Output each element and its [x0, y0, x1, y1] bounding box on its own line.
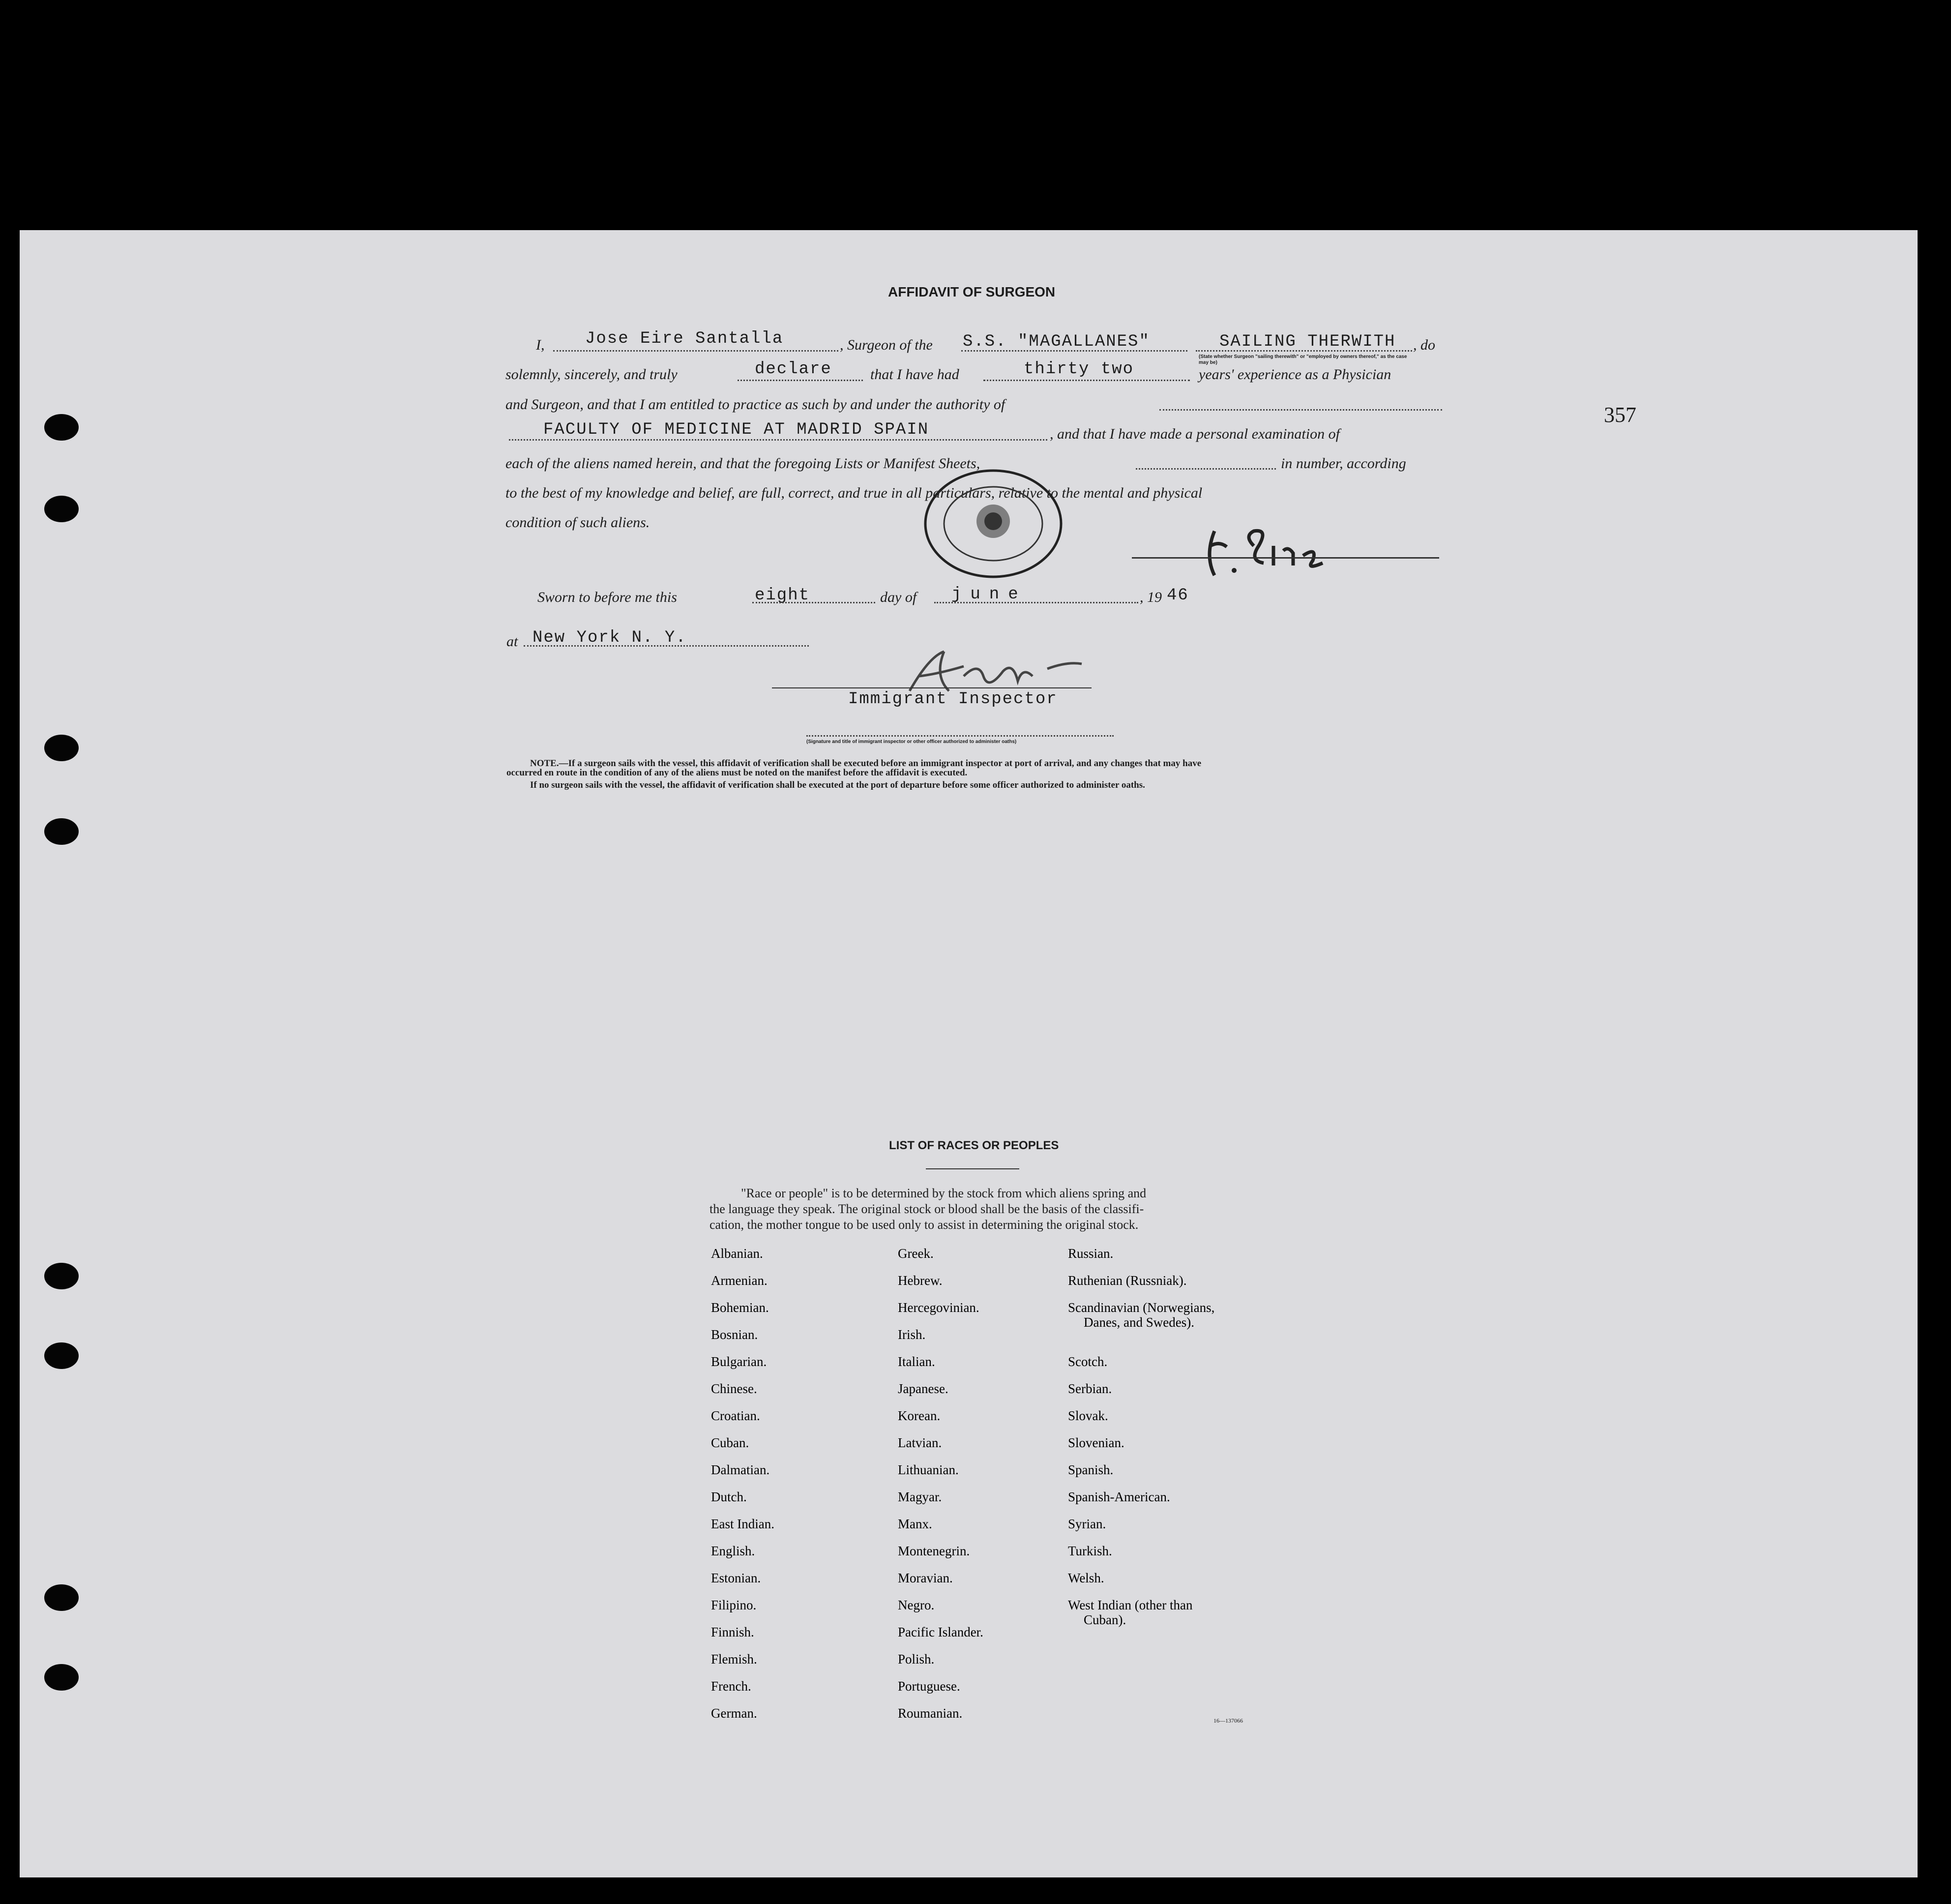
race-item: Montenegrin.: [898, 1544, 970, 1558]
races-intro: "Race or people" is to be determined by the stock from which aliens spring and: [741, 1186, 1147, 1200]
years-experience: thirty two: [1024, 360, 1134, 379]
race-item: Moravian.: [898, 1571, 953, 1585]
surgeon-name: Jose Eire Santalla: [585, 329, 784, 348]
status-note: (State whether Surgeon "sailing therewith" or "employed by owners thereof," as the case may be): [1199, 354, 1407, 365]
title-underline: [926, 1168, 1019, 1169]
races-intro: the language they speak. The original stock or blood shall be the basis of the classifi-: [709, 1202, 1144, 1216]
punch-hole: [44, 1584, 79, 1611]
punch-hole: [44, 1263, 79, 1289]
fill-line: [752, 602, 875, 603]
race-item: Turkish.: [1068, 1544, 1112, 1558]
race-item: Welsh.: [1068, 1571, 1104, 1585]
surgeon-signature: [1200, 516, 1357, 590]
surgeon-status: SAILING THERWITH: [1219, 332, 1396, 351]
affidavit-text: to the best of my knowledge and belief, are full, correct, and true in all particulars, relative to the mental and physical: [505, 485, 1203, 501]
sworn-text: , 19: [1140, 589, 1162, 605]
signature-caption: (Signature and title of immigrant inspector or other officer authorized to administer oaths): [806, 739, 1017, 744]
fill-line: [934, 602, 1138, 603]
sworn-text: day of: [880, 589, 917, 605]
note-text: occurred en route in the condition of any of the aliens must be noted on the manifest before the affidavit is executed.: [506, 768, 968, 778]
race-item: Korean.: [898, 1408, 941, 1423]
race-item: Serbian.: [1068, 1381, 1112, 1396]
race-item: Slovak.: [1068, 1408, 1108, 1423]
fill-line: [1196, 350, 1412, 352]
race-item: Slovenian.: [1068, 1435, 1124, 1450]
race-item: Polish.: [898, 1652, 935, 1666]
sworn-text: at: [506, 633, 518, 650]
race-item: Scandinavian (Norwegians,: [1068, 1300, 1215, 1315]
company-stamp: [919, 467, 1067, 580]
page-number: 357: [1604, 403, 1636, 427]
fill-line: [738, 380, 863, 381]
form-number: 16—137066: [1213, 1717, 1243, 1724]
race-item: Flemish.: [711, 1652, 757, 1666]
inspector-title: Immigrant Inspector: [848, 690, 1058, 709]
race-item: Spanish-American.: [1068, 1489, 1170, 1504]
punch-hole: [44, 1342, 79, 1369]
races-title: LIST OF RACES OR PEOPLES: [889, 1139, 1059, 1152]
note-text: NOTE.—If a surgeon sails with the vessel, this affidavit of verification shall be executed before an immigrant inspector at port of arrival, and any changes that may have: [530, 758, 1202, 769]
sworn-year: 46: [1167, 586, 1189, 605]
race-item: Bohemian.: [711, 1300, 769, 1315]
affidavit-text: , do: [1413, 337, 1435, 353]
declare-word: declare: [755, 360, 832, 379]
race-item: German.: [711, 1706, 757, 1721]
race-item: Estonian.: [711, 1571, 761, 1585]
race-item: Italian.: [898, 1354, 935, 1369]
affidavit-text: years' experience as a Physician: [1199, 366, 1391, 383]
race-item: French.: [711, 1679, 751, 1694]
races-column-3: [1068, 1246, 1214, 1639]
race-item: Latvian.: [898, 1435, 942, 1450]
race-item: Roumanian.: [898, 1706, 963, 1721]
race-item: Hebrew.: [898, 1273, 943, 1288]
race-item: English.: [711, 1544, 755, 1558]
race-item: Dalmatian.: [711, 1462, 770, 1477]
sworn-month: june: [951, 585, 1027, 604]
race-item: Chinese.: [711, 1381, 757, 1396]
race-item: Spanish.: [1068, 1462, 1114, 1477]
race-item: Bosnian.: [711, 1327, 758, 1342]
race-item: West Indian (other than: [1068, 1598, 1193, 1612]
race-item: Russian.: [1068, 1246, 1114, 1261]
affidavit-text: in number, according: [1281, 455, 1406, 472]
affidavit-text: that I have had: [870, 366, 959, 383]
fill-line: [1136, 468, 1276, 470]
sworn-place: New York N. Y.: [532, 628, 687, 647]
punch-hole: [44, 414, 79, 441]
race-item: Portuguese.: [898, 1679, 960, 1694]
note-text: If no surgeon sails with the vessel, the affidavit of verification shall be executed at the port of departure before some officer authorized to administer oaths.: [530, 780, 1145, 790]
affidavit-text: , and that I have made a personal examination of: [1050, 426, 1340, 442]
race-item: Filipino.: [711, 1598, 757, 1612]
sworn-day: eight: [755, 586, 810, 605]
inspector-signature-line: [772, 687, 1092, 688]
signature-line: [1132, 557, 1439, 559]
affidavit-title: AFFIDAVIT OF SURGEON: [888, 284, 1056, 299]
fill-line: [806, 735, 1114, 737]
affidavit-text: , Surgeon of the: [840, 337, 933, 353]
vessel-name: S.S. "MAGALLANES": [963, 332, 1150, 351]
affidavit-text: I,: [536, 337, 545, 353]
race-item: Cuban.: [711, 1435, 749, 1450]
race-item: Hercegovinian.: [898, 1300, 979, 1315]
sworn-text: Sworn to before me this: [537, 589, 677, 605]
race-item: Manx.: [898, 1517, 932, 1531]
affidavit-text: and Surgeon, and that I am entitled to practice as such by and under the authority of: [505, 396, 1005, 413]
race-item: Danes, and Swedes).: [1084, 1315, 1194, 1330]
race-item: Greek.: [898, 1246, 934, 1261]
punch-hole: [44, 1664, 79, 1691]
race-item: Japanese.: [898, 1381, 948, 1396]
affidavit-text: solemnly, sincerely, and truly: [505, 366, 678, 383]
race-item: Magyar.: [898, 1489, 942, 1504]
race-item: Dutch.: [711, 1489, 747, 1504]
punch-hole: [44, 818, 79, 845]
race-item: Armenian.: [711, 1273, 768, 1288]
punch-hole: [44, 496, 79, 522]
fill-line: [1159, 409, 1442, 411]
fill-line: [983, 380, 1190, 381]
races-intro: cation, the mother tongue to be used only to assist in determining the original stock.: [709, 1218, 1139, 1232]
race-item: East Indian.: [711, 1517, 774, 1531]
fill-line: [961, 350, 1187, 352]
race-item: Croatian.: [711, 1408, 760, 1423]
races-column-1: [711, 1246, 774, 1733]
race-item: Bulgarian.: [711, 1354, 767, 1369]
race-item: Albanian.: [711, 1246, 763, 1261]
punch-hole: [44, 735, 79, 761]
affidavit-text: condition of such aliens.: [505, 514, 650, 531]
race-item: Negro.: [898, 1598, 935, 1612]
race-item: Lithuanian.: [898, 1462, 959, 1477]
race-item: Scotch.: [1068, 1354, 1108, 1369]
race-item: Finnish.: [711, 1625, 754, 1639]
race-item: Ruthenian (Russniak).: [1068, 1273, 1187, 1288]
races-column-2: [898, 1246, 983, 1733]
race-item: Cuban).: [1084, 1612, 1126, 1627]
fill-line: [524, 645, 809, 647]
race-item: Irish.: [898, 1327, 926, 1342]
race-item: Syrian.: [1068, 1517, 1106, 1531]
fill-line: [553, 350, 838, 352]
race-item: Pacific Islander.: [898, 1625, 983, 1639]
affidavit-text: each of the aliens named herein, and that the foregoing Lists or Manifest Sheets,: [505, 455, 980, 472]
fill-line: [509, 439, 1047, 441]
authority: FACULTY OF MEDICINE AT MADRID SPAIN: [543, 420, 929, 439]
